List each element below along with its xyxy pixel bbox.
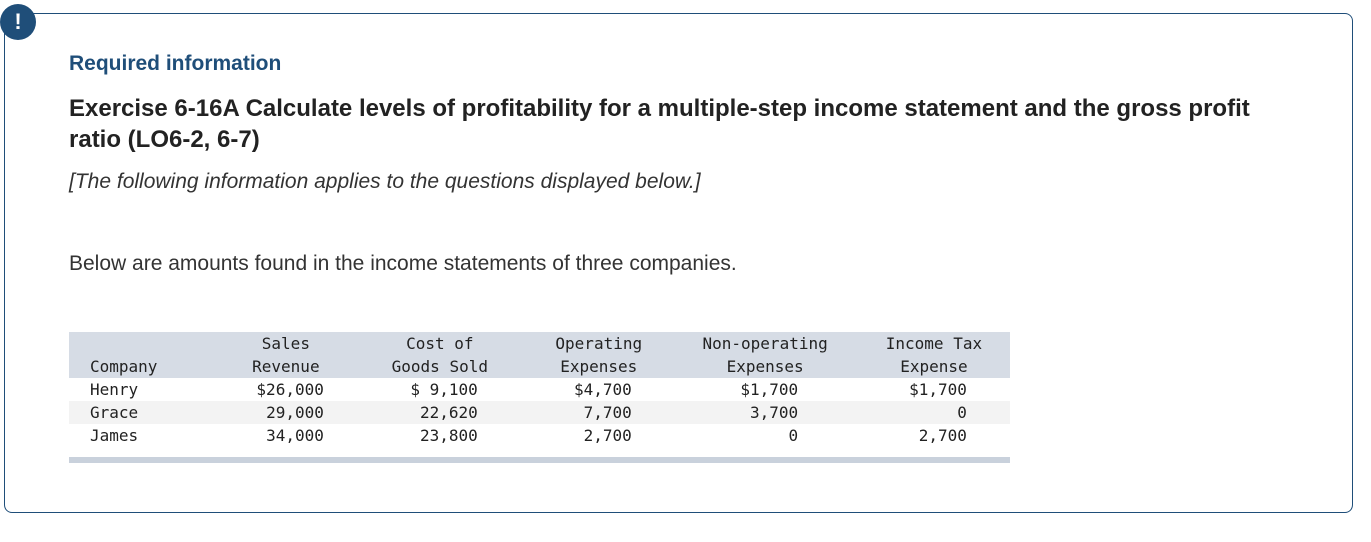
header-line2: Expenses: [560, 357, 638, 376]
table-row: [69, 378, 1010, 401]
table-row: [69, 424, 1010, 447]
table-header-row: [69, 332, 1010, 378]
income-tax-expense-cell: [858, 401, 1010, 424]
operating-expenses-cell: [525, 401, 672, 424]
value: 0: [957, 403, 967, 422]
cogs-cell: [354, 424, 525, 447]
value: 29,000: [266, 403, 324, 422]
value: 23,800: [420, 426, 478, 445]
header-line1: Operating: [555, 334, 643, 353]
value: 7,700: [583, 403, 632, 422]
info-note: [The following information applies to the questions displayed below.]: [69, 170, 701, 193]
header-line2: Revenue: [252, 357, 320, 376]
value: 3,700: [749, 403, 799, 422]
header-company: [69, 332, 217, 378]
value: $1,700: [909, 380, 967, 399]
required-information-heading: Required information: [69, 52, 282, 75]
header-cost-of-goods-sold: [354, 332, 525, 378]
company-cell: Henry: [69, 378, 217, 401]
intro-text: Below are amounts found in the income statements of three companies.: [69, 252, 737, 275]
value: 0: [788, 426, 799, 445]
header-line2: Expense: [900, 357, 968, 376]
sales-revenue-cell: [217, 401, 354, 424]
header-operating-expenses: [525, 332, 672, 378]
operating-expenses-cell: [525, 378, 672, 401]
value: 2,700: [918, 426, 967, 445]
income-statement-table: [69, 332, 1010, 447]
header-line1: Sales: [261, 334, 310, 353]
value: $4,700: [573, 380, 632, 399]
sales-revenue-cell: [217, 378, 354, 401]
non-operating-expenses-cell: [672, 378, 857, 401]
value: $1,700: [740, 380, 799, 399]
value: 2,700: [583, 426, 632, 445]
header-sales-revenue: [217, 332, 354, 378]
header-line2: Company: [90, 357, 158, 376]
header-income-tax-expense: [858, 332, 1010, 378]
header-line1: [90, 332, 217, 355]
non-operating-expenses-cell: [672, 401, 857, 424]
company-cell: James: [69, 424, 217, 447]
alert-icon: !: [0, 4, 36, 40]
header-line2: Expenses: [726, 357, 804, 376]
operating-expenses-cell: [525, 424, 672, 447]
header-non-operating-expenses: [672, 332, 857, 378]
value: $ 9,100: [410, 380, 478, 399]
company-cell: Grace: [69, 401, 217, 424]
header-line2: Goods Sold: [391, 357, 488, 376]
exercise-title: Exercise 6-16A Calculate levels of profitability for a multiple-step income statement and the gross profit ratio (LO6-2, 6-7): [69, 95, 1250, 153]
value: 22,620: [420, 403, 478, 422]
non-operating-expenses-cell: [672, 424, 857, 447]
table-row: [69, 401, 1010, 424]
cogs-cell: [354, 378, 525, 401]
table-footer-bar: [69, 457, 1010, 463]
cogs-cell: [354, 401, 525, 424]
header-line1: Cost of: [406, 334, 474, 353]
header-line1: Income Tax: [885, 334, 983, 353]
value: $26,000: [256, 380, 324, 399]
header-line1: Non-operating: [702, 334, 828, 353]
sales-revenue-cell: [217, 424, 354, 447]
value: 34,000: [266, 426, 324, 445]
income-tax-expense-cell: [858, 424, 1010, 447]
income-tax-expense-cell: [858, 378, 1010, 401]
